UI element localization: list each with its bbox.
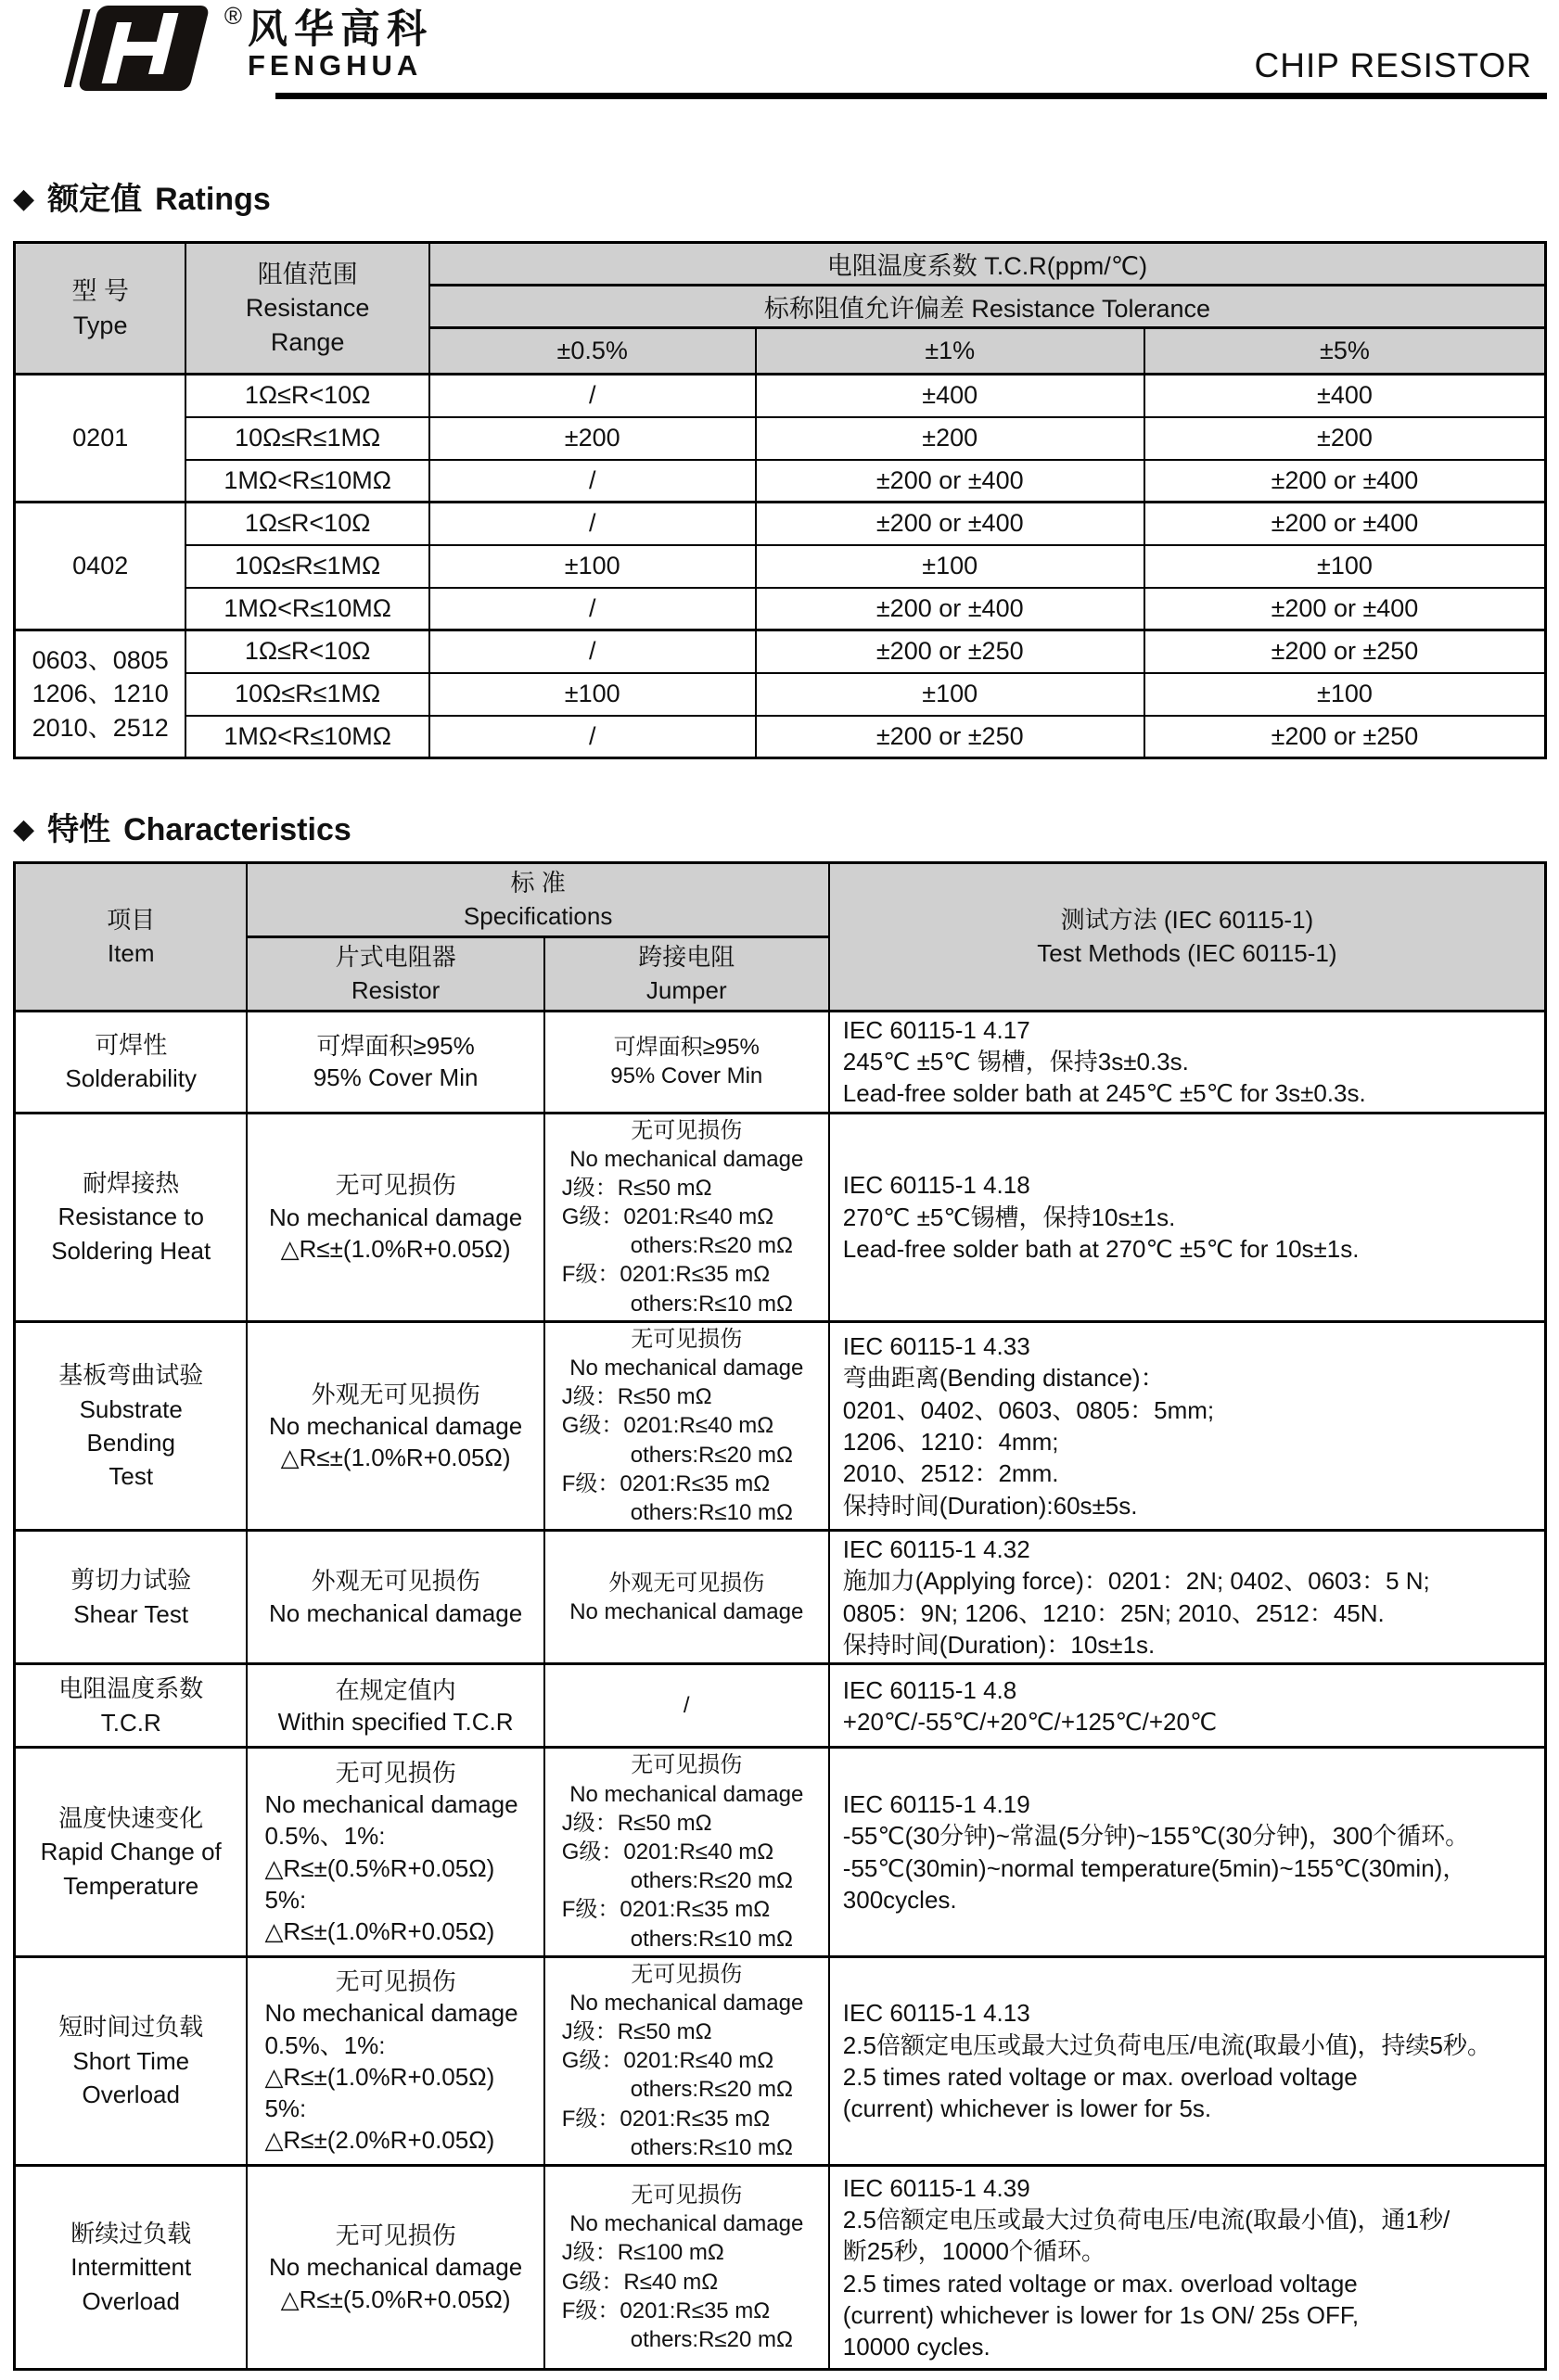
header-row (15, 863, 1546, 937)
resistor-spec-cell (247, 1664, 543, 1748)
cell-line: Overload (82, 2081, 180, 2109)
fenghua-logo-icon (64, 4, 220, 93)
brand-name-chinese: 风华高科 (248, 7, 433, 52)
table-row (15, 1664, 1546, 1748)
tcr-cell-5pct: ±200 or ±400 (1144, 588, 1546, 630)
table-row (15, 417, 1546, 460)
cell-line: IEC 60115-1 4.39 (842, 2173, 1030, 2202)
brand-name-english: FENGHUA (248, 49, 423, 83)
diamond-bullet-icon: ◆ (13, 184, 35, 214)
range-cell: 1Ω≤R<10Ω (185, 375, 429, 417)
column-header-tcr: 电阻温度系数 T.C.R(ppm/℃) (429, 243, 1546, 286)
cell-line: F级：0201:R≤35 mΩ (561, 1897, 771, 1923)
cell-line: F级：0201:R≤35 mΩ (561, 1470, 771, 1496)
cell-line: 保持时间(Duration)：10s±1s. (842, 1631, 1156, 1660)
cell-line: 0.5%、1%: (264, 1822, 386, 1851)
range-cell: 1MΩ<R≤10MΩ (185, 588, 429, 630)
section-title-characteristics-cn: 特性 (47, 812, 111, 847)
cell-line: 无可见损伤 (631, 2182, 743, 2208)
cell-line: G级：0201:R≤40 mΩ (561, 1204, 774, 1230)
tcr-cell-0_5pct: / (429, 375, 756, 417)
range-cell: 1MΩ<R≤10MΩ (185, 460, 429, 503)
cell-line: No mechanical damage (569, 1598, 804, 1624)
jumper-spec-cell (544, 1664, 829, 1748)
cell-line: G级：R≤40 mΩ (561, 2269, 719, 2295)
cell-line: Resistance to (58, 1203, 204, 1231)
test-method-cell (829, 1531, 1546, 1664)
cell-line: 无可见损伤 (631, 1117, 743, 1143)
cell-line: Soldering Heat (51, 1236, 211, 1265)
header-rule (275, 93, 1547, 99)
section-title-ratings (13, 181, 1547, 218)
jumper-spec-cell (544, 1531, 829, 1664)
cell-line: 0201、0402、0603、0805：5mm; (842, 1395, 1215, 1424)
table-row (15, 588, 1546, 630)
cell-line: others:R≤20 mΩ (630, 1233, 793, 1259)
type-cell (15, 375, 186, 503)
cell-line: 外观无可见损伤 (311, 1567, 480, 1596)
jumper-spec-cell (544, 1113, 829, 1321)
characteristics-header (15, 863, 1546, 1012)
cell-line: No mechanical damage (269, 2253, 523, 2282)
tcr-cell-0_5pct: ±100 (429, 545, 756, 588)
tcr-cell-1pct: ±200 or ±400 (756, 588, 1144, 630)
range-cell: 1Ω≤R<10Ω (185, 630, 429, 673)
characteristics-body (15, 1011, 1546, 2369)
column-header-item (15, 863, 248, 1012)
column-header-tolerance-value: ±5% (1144, 328, 1546, 375)
tcr-cell-0_5pct: / (429, 588, 756, 630)
jumper-spec-cell (544, 2166, 829, 2370)
cell-line: IEC 60115-1 4.17 (842, 1015, 1030, 1044)
tcr-cell-0_5pct: / (429, 460, 756, 503)
cell-line: 电阻温度系数 (58, 1674, 204, 1703)
jumper-spec-cell (544, 1321, 829, 1530)
cell-line: 施加力(Applying force)：0201：2N; 0402、0603：5 N; (842, 1567, 1430, 1596)
cell-line: Range (270, 327, 345, 356)
cell-line: Short Time (72, 2046, 190, 2075)
column-header-jumper (544, 936, 829, 1011)
cell-line: others:R≤10 mΩ (630, 1499, 793, 1525)
cell-line: 无可见损伤 (335, 1758, 456, 1787)
cell-line: others:R≤10 mΩ (630, 1291, 793, 1317)
range-cell: 1MΩ<R≤10MΩ (185, 716, 429, 758)
page-title: CHIP RESISTOR (1254, 46, 1532, 84)
ratings-header (15, 243, 1546, 375)
range-cell: 10Ω≤R≤1MΩ (185, 545, 429, 588)
tcr-cell-0_5pct: / (429, 503, 756, 545)
table-row (15, 375, 1546, 417)
cell-line: J级：R≤50 mΩ (561, 1175, 712, 1201)
cell-line: No mechanical damage (264, 1999, 518, 2028)
cell-line: 可焊面积≥95% (316, 1031, 475, 1060)
cell-line: G级：0201:R≤40 mΩ (561, 1839, 774, 1865)
section-title-ratings-en: Ratings (155, 182, 271, 217)
cell-line: Within specified T.C.R (277, 1707, 514, 1736)
cell-line: 温度快速变化 (58, 1803, 204, 1832)
cell-line: others:R≤20 mΩ (630, 2326, 793, 2352)
cell-line: IEC 60115-1 4.13 (842, 1999, 1030, 2028)
column-header-resistance-tolerance: 标称阻值允许偏差 Resistance Tolerance (429, 286, 1546, 328)
cell-line: 无可见损伤 (335, 1966, 456, 1995)
cell-line: 断续过负载 (70, 2219, 192, 2247)
resistor-spec-cell (247, 2166, 543, 2370)
cell-line: T.C.R (100, 1708, 161, 1737)
cell-line: 耐焊接热 (83, 1169, 180, 1198)
tcr-cell-0_5pct: / (429, 630, 756, 673)
cell-line: 270℃ ±5℃锡槽，保持10s±1s. (842, 1203, 1176, 1231)
cell-line: F级：0201:R≤35 mΩ (561, 2106, 771, 2132)
cell-line: △R≤±(1.0%R+0.05Ω) (264, 2062, 495, 2091)
cell-line: 弯曲距离(Bending distance)： (842, 1364, 1165, 1393)
cell-line: IEC 60115-1 4.19 (842, 1789, 1030, 1818)
column-header-tolerance-value: ±1% (756, 328, 1144, 375)
page-header (13, 0, 1547, 100)
test-method-cell (829, 1956, 1546, 2165)
cell-line: Lead-free solder bath at 270℃ ±5℃ for 10s±1s. (842, 1234, 1360, 1263)
cell-line: 项目 (107, 905, 156, 934)
item-cell (15, 1531, 248, 1664)
tcr-cell-0_5pct: / (429, 716, 756, 758)
jumper-spec-cell (544, 1748, 829, 1956)
cell-line: △R≤±(0.5%R+0.05Ω) (264, 1853, 495, 1882)
cell-line: 95% Cover Min (610, 1063, 763, 1089)
cell-line: Type (72, 311, 128, 339)
cell-line: 保持时间(Duration):60s±5s. (842, 1491, 1138, 1520)
column-header-specifications (247, 863, 828, 937)
cell-line: 2.5 times rated voltage or max. overload voltage (842, 2269, 1358, 2297)
cell-line: Resistance (245, 294, 370, 323)
table-row (15, 716, 1546, 758)
range-cell: 10Ω≤R≤1MΩ (185, 673, 429, 716)
cell-line: No mechanical damage (269, 1203, 523, 1231)
cell-line: 可焊性 (95, 1030, 168, 1059)
header-row (15, 243, 1546, 286)
cell-line: (current) whichever is lower for 5s. (842, 2094, 1212, 2123)
item-cell (15, 1113, 248, 1321)
cell-line: △R≤±(5.0%R+0.05Ω) (280, 2285, 511, 2313)
cell-line: 0.5%、1%: (264, 2030, 386, 2059)
tcr-cell-5pct: ±200 or ±400 (1144, 460, 1546, 503)
test-method-cell (829, 1664, 1546, 1748)
cell-line: No mechanical damage (269, 1598, 523, 1627)
cell-line: 95% Cover Min (313, 1063, 479, 1092)
cell-line: others:R≤20 mΩ (630, 2077, 793, 2103)
cell-line: 基板弯曲试验 (58, 1361, 204, 1390)
cell-line: Solderability (65, 1064, 198, 1093)
cell-line: No mechanical damage (569, 2211, 804, 2237)
cell-line: No mechanical damage (569, 1355, 804, 1381)
cell-line: 标 准 (510, 869, 566, 897)
test-method-cell (829, 1321, 1546, 1530)
cell-line: 跨接电阻 (638, 942, 735, 971)
cell-line: Shear Test (73, 1599, 189, 1628)
tcr-cell-5pct: ±200 or ±400 (1144, 503, 1546, 545)
cell-line: J级：R≤50 mΩ (561, 1384, 712, 1410)
cell-line: others:R≤10 mΩ (630, 1926, 793, 1952)
cell-line: IEC 60115-1 4.32 (842, 1535, 1030, 1564)
resistor-spec-cell (247, 1956, 543, 2165)
ratings-body (15, 375, 1546, 758)
cell-line: 剪切力试验 (70, 1566, 192, 1595)
tcr-cell-1pct: ±200 or ±400 (756, 503, 1144, 545)
cell-line: 0201 (72, 424, 129, 452)
cell-line: 无可见损伤 (335, 2221, 456, 2250)
tcr-cell-5pct: ±100 (1144, 545, 1546, 588)
tcr-cell-0_5pct: ±200 (429, 417, 756, 460)
range-cell: 1Ω≤R<10Ω (185, 503, 429, 545)
tcr-cell-5pct: ±200 or ±250 (1144, 630, 1546, 673)
test-method-cell (829, 2166, 1546, 2370)
characteristics-table (13, 861, 1547, 2371)
ratings-table (13, 241, 1547, 759)
table-row (15, 503, 1546, 545)
table-row (15, 1748, 1546, 1956)
section-title-ratings-cn: 额定值 (47, 182, 143, 217)
cell-line: 5%: (264, 1885, 307, 1914)
tcr-cell-1pct: ±400 (756, 375, 1144, 417)
tcr-cell-5pct: ±400 (1144, 375, 1546, 417)
cell-line: -55℃(30min)~normal temperature(5min)~155℃(30min)， (842, 1853, 1467, 1882)
cell-line: 短时间过负载 (58, 2013, 204, 2042)
cell-line: 无可见损伤 (631, 1961, 743, 1987)
cell-line: J级：R≤100 mΩ (561, 2240, 724, 2266)
cell-line: others:R≤20 mΩ (630, 1442, 793, 1468)
cell-line: 2.5 times rated voltage or max. overload voltage (842, 2062, 1358, 2091)
cell-line: Test (109, 1462, 154, 1491)
column-header-resistance-range (185, 243, 429, 375)
cell-line: △R≤±(2.0%R+0.05Ω) (264, 2126, 495, 2155)
cell-line: 5%: (264, 2094, 307, 2123)
cell-line: Jumper (645, 976, 727, 1005)
jumper-spec-cell (544, 1011, 829, 1113)
type-cell (15, 630, 186, 758)
cell-line: 0402 (72, 552, 129, 580)
table-row (15, 1531, 1546, 1664)
resistor-spec-cell (247, 1113, 543, 1321)
registered-trademark-icon: ® (224, 2, 242, 30)
cell-line: G级：0201:R≤40 mΩ (561, 2048, 774, 2074)
table-row (15, 460, 1546, 503)
cell-line: △R≤±(1.0%R+0.05Ω) (264, 1917, 495, 1946)
cell-line: 10000 cycles. (842, 2333, 990, 2361)
cell-line: 测试方法 (IEC 60115-1) (1060, 905, 1314, 934)
cell-line: Lead-free solder bath at 245℃ ±5℃ for 3s±0.3s. (842, 1079, 1366, 1108)
cell-line: 1206、1210：4mm; (842, 1427, 1059, 1456)
table-row (15, 1956, 1546, 2165)
table-row (15, 1011, 1546, 1113)
cell-line: J级：R≤50 mΩ (561, 2019, 712, 2045)
cell-line: No mechanical damage (269, 1411, 523, 1440)
cell-line: 在规定值内 (335, 1675, 456, 1704)
tcr-cell-0_5pct: ±100 (429, 673, 756, 716)
tcr-cell-1pct: ±200 or ±250 (756, 716, 1144, 758)
resistor-spec-cell (247, 1748, 543, 1956)
cell-line: 可焊面积≥95% (613, 1034, 760, 1060)
brand-block (64, 4, 433, 97)
cell-line: No mechanical damage (569, 1990, 804, 2016)
tcr-cell-1pct: ±200 or ±400 (756, 460, 1144, 503)
cell-line: 2010、2512：2mm. (842, 1459, 1059, 1488)
cell-line: Rapid Change of (40, 1838, 222, 1866)
cell-line: 无可见损伤 (631, 1326, 743, 1352)
cell-line: Item (107, 939, 155, 968)
cell-line: Resistor (351, 976, 441, 1005)
cell-line: IEC 60115-1 4.18 (842, 1171, 1030, 1200)
tcr-cell-5pct: ±200 (1144, 417, 1546, 460)
tcr-cell-1pct: ±100 (756, 545, 1144, 588)
cell-line: J级：R≤50 mΩ (561, 1810, 712, 1836)
tcr-cell-1pct: ±100 (756, 673, 1144, 716)
cell-line: / (683, 1693, 690, 1719)
cell-line: 2010、2512 (32, 713, 169, 742)
tcr-cell-5pct: ±200 or ±250 (1144, 716, 1546, 758)
test-method-cell (829, 1011, 1546, 1113)
tcr-cell-5pct: ±100 (1144, 673, 1546, 716)
cell-line: others:R≤10 mΩ (630, 2134, 793, 2160)
cell-line: 片式电阻器 (335, 942, 456, 971)
cell-line: No mechanical damage (264, 1789, 518, 1818)
cell-line: 外观无可见损伤 (608, 1570, 765, 1596)
resistor-spec-cell (247, 1321, 543, 1530)
cell-line: F级：0201:R≤35 mΩ (561, 1262, 771, 1288)
cell-line: No mechanical damage (569, 1146, 804, 1172)
table-row (15, 630, 1546, 673)
range-cell: 10Ω≤R≤1MΩ (185, 417, 429, 460)
cell-line: Specifications (463, 902, 613, 931)
section-title-characteristics-en: Characteristics (123, 812, 351, 847)
cell-line: 300cycles. (842, 1885, 957, 1914)
table-row (15, 545, 1546, 588)
jumper-spec-cell (544, 1956, 829, 2165)
cell-line: -55℃(30分钟)~常温(5分钟)~155℃(30分钟)，300个循环。 (842, 1822, 1470, 1851)
cell-line: 无可见损伤 (631, 1752, 743, 1778)
cell-line: 外观无可见损伤 (311, 1380, 480, 1408)
brand-text (248, 4, 433, 82)
cell-line: Bending (86, 1428, 175, 1457)
item-cell (15, 1956, 248, 2165)
item-cell (15, 1748, 248, 1956)
type-cell (15, 503, 186, 630)
test-method-cell (829, 1113, 1546, 1321)
cell-line: △R≤±(1.0%R+0.05Ω) (280, 1234, 511, 1263)
cell-line: 0603、0805 (32, 645, 169, 674)
cell-line: G级：0201:R≤40 mΩ (561, 1413, 774, 1439)
cell-line: F级：0201:R≤35 mΩ (561, 2297, 771, 2323)
cell-line: Temperature (63, 1871, 199, 1900)
table-row (15, 1321, 1546, 1530)
resistor-spec-cell (247, 1011, 543, 1113)
cell-line: No mechanical damage (569, 1781, 804, 1807)
item-cell (15, 1664, 248, 1748)
item-cell (15, 2166, 248, 2370)
cell-line: 型 号 (71, 277, 129, 306)
cell-line: +20℃/-55℃/+20℃/+125℃/+20℃ (842, 1707, 1218, 1736)
cell-line: (current) whichever is lower for 1s ON/ 25s OFF, (842, 2300, 1360, 2329)
cell-line: Overload (82, 2286, 180, 2315)
diamond-bullet-icon: ◆ (13, 814, 35, 845)
cell-line: Substrate (79, 1394, 183, 1423)
table-row (15, 2166, 1546, 2370)
cell-line: Intermittent (70, 2253, 192, 2282)
cell-line: 0805：9N; 1206、1210：25N; 2010、2512：45N. (842, 1598, 1385, 1627)
column-header-tolerance-value: ±0.5% (429, 328, 756, 375)
logo-wrap (64, 2, 242, 97)
cell-line: 245℃ ±5℃ 锡槽，保持3s±0.3s. (842, 1047, 1189, 1075)
section-title-characteristics (13, 811, 1547, 848)
column-header-resistor (247, 936, 543, 1011)
cell-line: IEC 60115-1 4.8 (842, 1675, 1017, 1704)
cell-line: 2.5倍额定电压或最大过负荷电压/电流(取最小值)，持续5秒。 (842, 2030, 1491, 2059)
item-cell (15, 1011, 248, 1113)
resistor-spec-cell (247, 1531, 543, 1664)
cell-line: 阻值范围 (257, 260, 358, 288)
column-header-type (15, 243, 186, 375)
table-row (15, 673, 1546, 716)
cell-line: 断25秒，10000个循环。 (842, 2237, 1106, 2266)
tcr-cell-1pct: ±200 (756, 417, 1144, 460)
table-row (15, 1113, 1546, 1321)
cell-line: IEC 60115-1 4.33 (842, 1332, 1030, 1361)
cell-line: 2.5倍额定电压或最大过负荷电压/电流(取最小值)，通1秒/ (842, 2205, 1450, 2234)
item-cell (15, 1321, 248, 1530)
cell-line: 1206、1210 (32, 680, 169, 708)
test-method-cell (829, 1748, 1546, 1956)
tcr-cell-1pct: ±200 or ±250 (756, 630, 1144, 673)
column-header-test-methods (829, 863, 1546, 1012)
cell-line: Test Methods (IEC 60115-1) (1037, 939, 1337, 968)
cell-line: others:R≤20 mΩ (630, 1868, 793, 1894)
cell-line: △R≤±(1.0%R+0.05Ω) (280, 1444, 511, 1472)
cell-line: 无可见损伤 (335, 1171, 456, 1200)
